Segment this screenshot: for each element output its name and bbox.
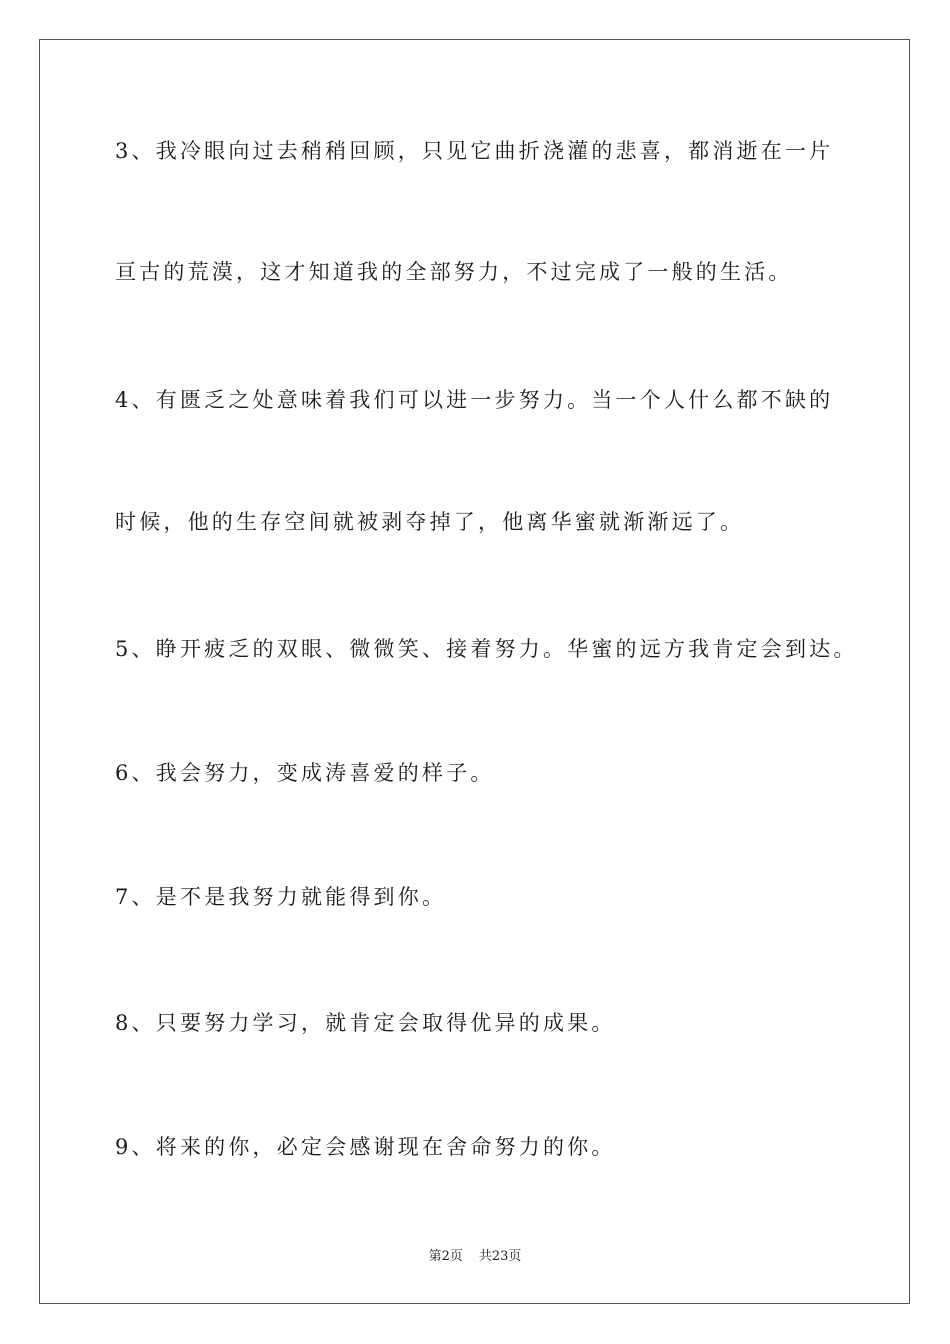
page-border: [39, 39, 910, 1304]
page-number: 第2页: [428, 1249, 463, 1264]
page-total: 共23页: [478, 1249, 522, 1264]
text-line-7: 7、是不是我努力就能得到你。: [115, 885, 447, 909]
page-footer: [0, 1249, 950, 1265]
text-line-9: 9、将来的你，必定会感谢现在舍命努力的你。: [115, 1135, 616, 1159]
text-line-1: 3、我冷眼向过去稍稍回顾，只见它曲折浇灌的悲喜，都消逝在一片: [115, 139, 834, 163]
text-line-4: 时候，他的生存空间就被剥夺掉了，他离华蜜就渐渐远了。: [115, 510, 745, 534]
text-line-2: 亘古的荒漠，这才知道我的全部努力，不过完成了一般的生活。: [115, 260, 793, 284]
text-line-6: 6、我会努力，变成涛喜爱的样子。: [115, 761, 495, 785]
text-line-3: 4、有匮乏之处意味着我们可以进一步努力。当一个人什么都不缺的: [115, 388, 834, 412]
text-line-5: 5、睁开疲乏的双眼、微微笑、接着努力。华蜜的远方我肯定会到达。: [115, 637, 858, 661]
text-line-8: 8、只要努力学习，就肯定会取得优异的成果。: [115, 1011, 616, 1035]
